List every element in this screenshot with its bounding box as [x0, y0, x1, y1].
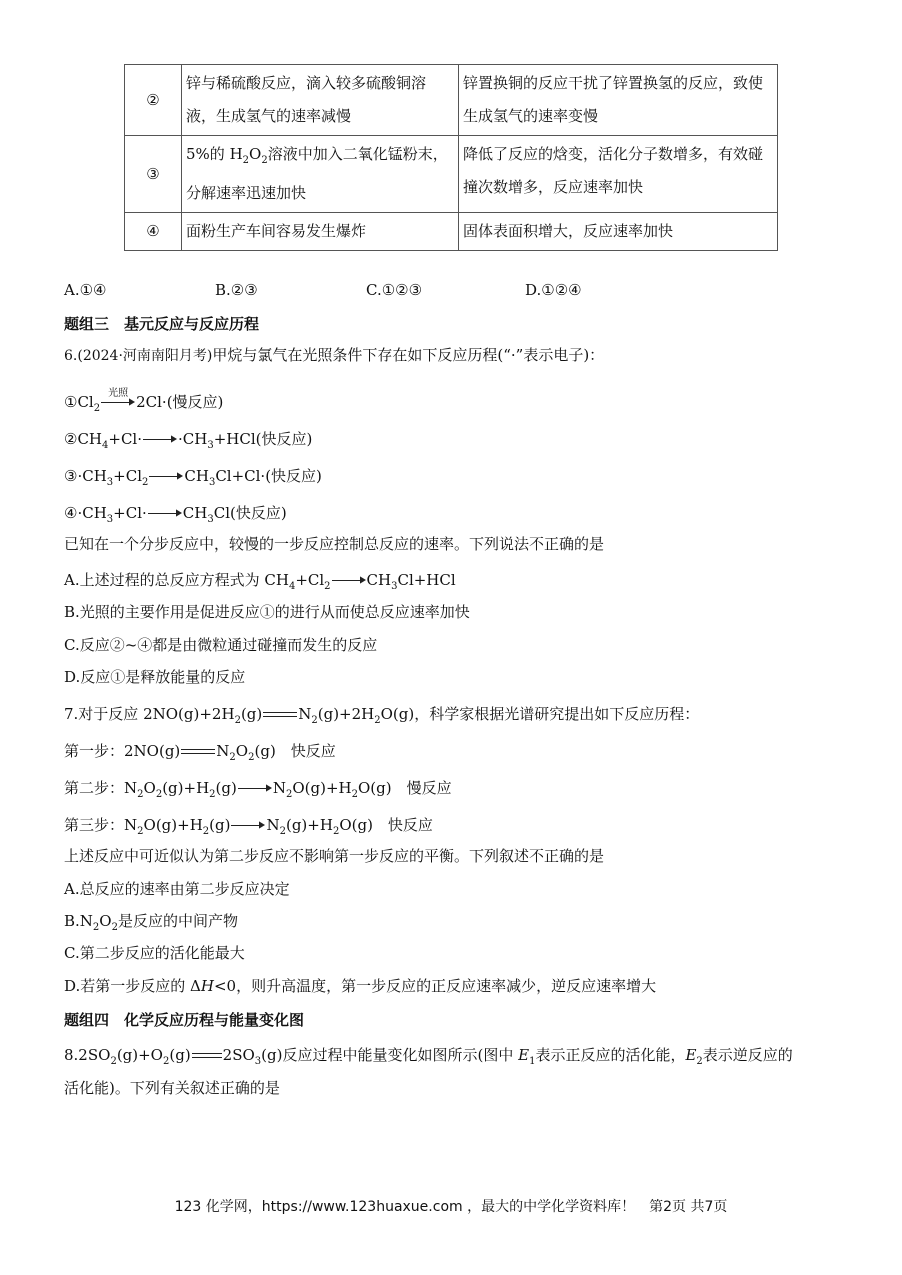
q7-step-2: 第二步：$N_2O_2(g)+H_2(g)$ $N_2O(g)+H_2O(g)$ 慢反应: [64, 779, 452, 800]
q7-option-d: D.若第一步反应的 ΔH<0，则升高温度，第一步反应的正反应速率减少，逆反应速率增大: [64, 977, 657, 995]
q7-option-b: $B.N_2O_2$是反应的中间产物: [64, 912, 238, 933]
q6-stem: 6.(2024·河南南阳月考)甲烷与氯气在光照条件下存在如下反应历程(“·”表示电子)：: [64, 346, 605, 364]
row-number: ③: [125, 136, 182, 213]
q8-stem-line-2: 活化能)。下列有关叙述正确的是: [64, 1079, 280, 1097]
q7-step-3: 第三步：$N_2O(g)+H_2(g)$ $N_2(g)+H_2O(g)$ 快反应: [64, 816, 433, 837]
table-row: [125, 136, 778, 213]
page-footer: 123 化学网，https://www.123huaxue.com ，最大的中学化学资料库！ 第2页 共7页: [174, 1199, 728, 1215]
explanation-table: [124, 64, 778, 251]
fact-cell: 面粉生产车间容易发生爆炸: [182, 213, 459, 251]
table-row: [125, 65, 778, 136]
q6-known: 已知在一个分步反应中，较慢的一步反应控制总反应的速率。下列说法不正确的是: [64, 535, 605, 553]
q6-reaction-1: $①Cl_2$ 光照 2Cl·(慢反应): [64, 388, 224, 414]
group-3-heading: 题组三 基元反应与反应历程: [64, 315, 260, 333]
q8-stem-line-1: $8.2SO_2(g)+O_2(g)$ $2SO_3(g)$反应过程中能量变化如图所示(图中 $E_1$表示正反应的活化能，$E_2$表示逆反应的: [64, 1046, 793, 1067]
q6-option-a: A.上述过程的总反应方程式为 $CH_4+Cl_2$ $CH_3Cl+HCl$: [64, 571, 456, 592]
q6-reaction-4: $④\cdot CH_3+Cl\cdot CH_3Cl$(快反应): [64, 504, 287, 525]
q7-option-c: C.第二步反应的活化能最大: [64, 944, 245, 962]
q5-option-d: D.①②④: [525, 281, 582, 299]
explain-cell: 固体表面积增大，反应速率加快: [459, 213, 778, 251]
q6-reaction-2: $②CH_4+Cl\cdot \cdot CH_3+HCl$(快反应): [64, 430, 313, 451]
q7-note: 上述反应中可近似认为第二步反应不影响第一步反应的平衡。下列叙述不正确的是: [64, 847, 605, 865]
q7-option-a: A.总反应的速率由第二步反应决定: [64, 880, 290, 898]
row-number: ②: [125, 65, 182, 136]
q6-option-b: B.光照的主要作用是促进反应①的进行从而使总反应速率加快: [64, 603, 470, 621]
explain-cell: 降低了反应的焓变，活化分子数增多，有效碰撞次数增多，反应速率加快: [459, 136, 778, 213]
table-row: [125, 213, 778, 251]
q5-option-b: B.②③: [215, 281, 258, 299]
row-number: ④: [125, 213, 182, 251]
q7-stem: 7.对于反应 $2NO(g)+2H_2(g)$ $N_2(g)+2H_2O(g)$，科学家根据光谱研究提出如下反应历程：: [64, 705, 700, 726]
fact-cell: 锌与稀硫酸反应，滴入较多硫酸铜溶液，生成氢气的速率减慢: [182, 65, 459, 136]
q7-step-1: 第一步：2NO(g) $N_2O_2(g)$ 快反应: [64, 742, 336, 763]
q5-option-c: C.①②③: [366, 281, 423, 299]
explain-cell: 锌置换铜的反应干扰了锌置换氢的反应，致使生成氢气的速率变慢: [459, 65, 778, 136]
fact-cell: 5%的 $H_2O_2$溶液中加入二氧化锰粉末，分解速率迅速加快: [182, 136, 459, 213]
group-4-heading: 题组四 化学反应历程与能量变化图: [64, 1011, 305, 1029]
q6-option-c: C.反应②~④都是由微粒通过碰撞而发生的反应: [64, 636, 378, 654]
q5-option-a: A.①④: [64, 281, 107, 299]
q6-option-d: D.反应①是释放能量的反应: [64, 668, 246, 686]
q6-reaction-3: $③\cdot CH_3+Cl_2$ $CH_3Cl+Cl\cdot$(快反应): [64, 467, 322, 488]
